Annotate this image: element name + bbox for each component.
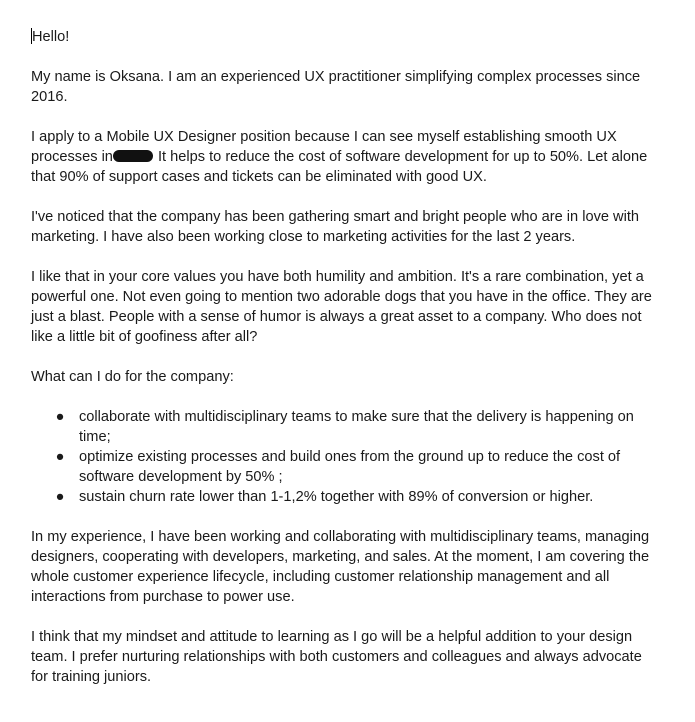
apply-text-before: I apply to a Mobile UX Designer position because I can see myself establishing smooth UX processes in [31, 129, 617, 165]
bullet-icon: ● [55, 409, 65, 425]
question-paragraph: What can I do for the company: [31, 369, 234, 385]
apply-paragraph [31, 127, 659, 187]
list-item [31, 447, 659, 487]
list-item [31, 487, 659, 507]
list-item-text: optimize existing processes and build ones from the ground up to reduce the cost of software development by 50% ; [79, 449, 621, 485]
list-item-text: collaborate with multidisciplinary teams to make sure that the delivery is happening on time; [79, 409, 634, 445]
values-paragraph: I like that in your core values you have both humility and ambition. It's a rare combination, yet a powerful one. Not even going to mention two adorable dogs that you have in the office. They are just a blast. People with a sense of humor is always a great asset to a company. Who does not like a little bit of goofiness after all? [31, 269, 652, 345]
greeting-paragraph [31, 27, 659, 47]
apply-text-after: It helps to reduce the cost of software development for up to 50%. Let alone that 90% of support cases and tickets can be eliminated with good UX. [31, 149, 648, 185]
intro-paragraph: My name is Oksana. I am an experienced UX practitioner simplifying complex processes since 2016. [31, 69, 641, 105]
greeting-text: Hello! [32, 29, 70, 45]
closing-paragraph: I think that my mindset and attitude to learning as I go will be a helpful addition to your design team. I prefer nurturing relationships with both customers and colleagues and always advocate for training juniors. [31, 629, 642, 685]
bullet-icon: ● [55, 449, 65, 465]
list-item-text: sustain churn rate lower than 1-1,2% together with 89% of conversion or higher. [79, 489, 594, 505]
letter-document[interactable] [31, 27, 659, 707]
contributions-list [31, 407, 659, 507]
bullet-icon: ● [55, 489, 65, 505]
experience-paragraph: In my experience, I have been working and collaborating with multidisciplinary teams, managing designers, cooperating with developers, marketing, and sales. At the moment, I am covering the whole customer experience lifecycle, including customer relationship management and all interactions from purchase to power use. [31, 529, 650, 605]
noticed-paragraph: I've noticed that the company has been gathering smart and bright people who are in love with marketing. I have also been working close to marketing activities for the last 2 years. [31, 209, 639, 245]
list-item [31, 407, 659, 447]
redacted-company-name [113, 150, 153, 162]
